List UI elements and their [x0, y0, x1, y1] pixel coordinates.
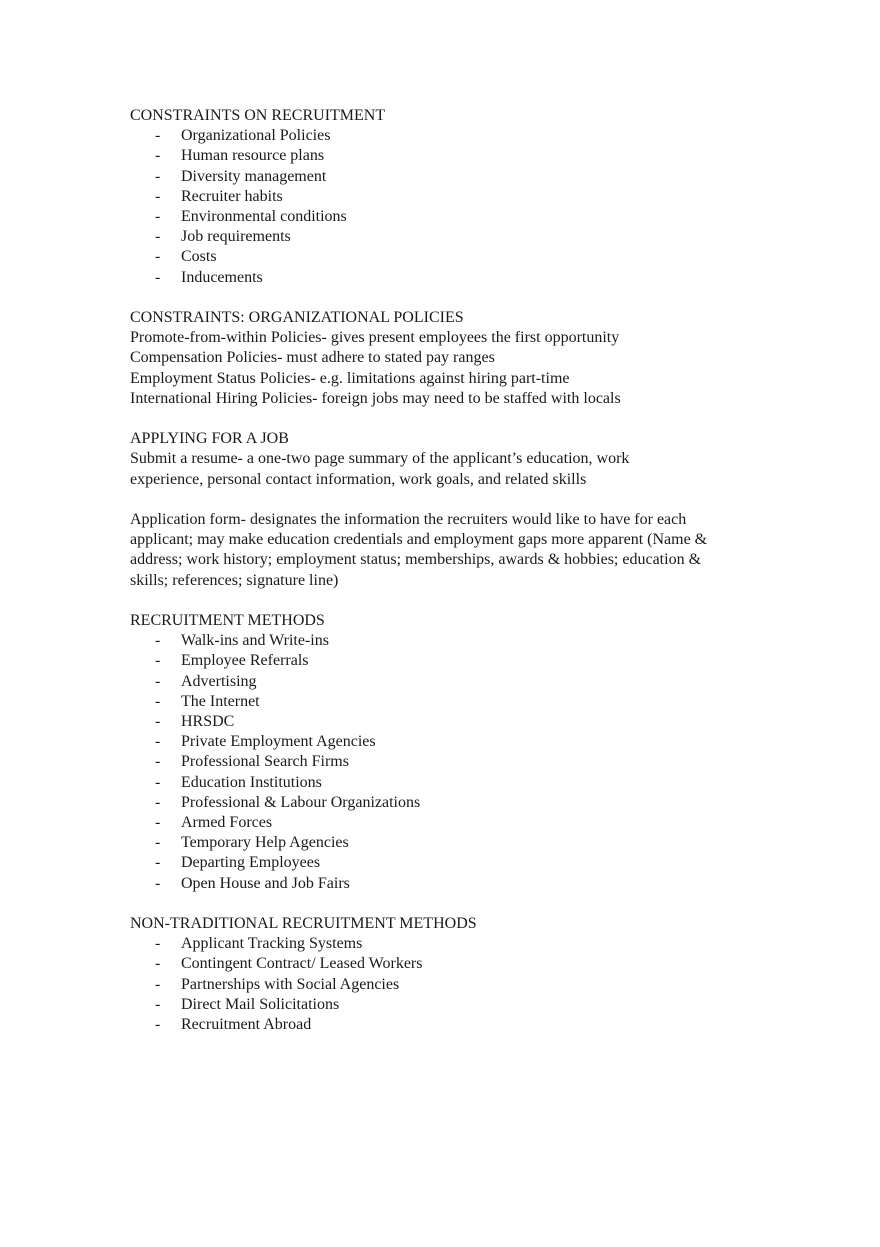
resume-paragraph: Submit a resume- a one-two page summary of the applicant’s education, work experience, personal contact information, work goals, and related skills: [130, 450, 630, 488]
list-item: - Education Institutions: [130, 773, 770, 793]
section-heading: CONSTRAINTS: ORGANIZATIONAL POLICIES: [130, 309, 464, 327]
dash-bullet: -: [155, 854, 161, 872]
policy-line: Employment Status Policies- e.g. limitations against hiring part-time: [130, 369, 570, 387]
list-item: - The Internet: [130, 692, 770, 712]
dash-bullet: -: [155, 773, 161, 791]
list-item: - Contingent Contract/ Leased Workers: [130, 954, 770, 974]
dash-bullet: -: [155, 753, 161, 771]
list-item: - Partnerships with Social Agencies: [130, 975, 770, 995]
list-item: - Armed Forces: [130, 813, 770, 833]
list-item: - Advertising: [130, 672, 770, 692]
application-form-paragraph: Application form- designates the information the recruiters would like to have for each applicant; may make education credentials and employment gaps more apparent (Name & address; work history; employment status; memberships, awards & hobbies; education & skills; references; signature line): [130, 511, 708, 589]
section-heading: RECRUITMENT METHODS: [130, 612, 325, 630]
dash-bullet: -: [155, 228, 161, 246]
dash-bullet: -: [155, 632, 161, 650]
list-item: - Direct Mail Solicitations: [130, 995, 770, 1015]
list-item: - HRSDC: [130, 712, 770, 732]
list-item: - Professional & Labour Organizations: [130, 793, 770, 813]
list-item: - Professional Search Firms: [130, 752, 770, 772]
list-item: - Temporary Help Agencies: [130, 833, 770, 853]
dash-bullet: -: [155, 248, 161, 266]
dash-bullet: -: [155, 187, 161, 205]
dash-bullet: -: [155, 147, 161, 165]
dash-bullet: -: [155, 874, 161, 892]
section-constraints: [130, 106, 770, 288]
section-recruitment-methods: [130, 611, 770, 894]
list-item: - Walk-ins and Write-ins: [130, 631, 770, 651]
non-traditional-list: [130, 934, 770, 1035]
dash-bullet: -: [155, 692, 161, 710]
list-item: - Employee Referrals: [130, 651, 770, 671]
policy-line: Compensation Policies- must adhere to stated pay ranges: [130, 349, 495, 367]
dash-bullet: -: [155, 652, 161, 670]
section-heading: APPLYING FOR A JOB: [130, 430, 289, 448]
methods-list: [130, 631, 770, 894]
section-non-traditional: [130, 914, 770, 1035]
dash-bullet: -: [155, 672, 161, 690]
dash-bullet: -: [155, 955, 161, 973]
list-item: - Recruitment Abroad: [130, 1015, 770, 1035]
list-item: - Private Employment Agencies: [130, 732, 770, 752]
list-item: - Environmental conditions: [130, 207, 770, 227]
dash-bullet: -: [155, 975, 161, 993]
section-heading: CONSTRAINTS ON RECRUITMENT: [130, 107, 386, 124]
dash-bullet: -: [155, 208, 161, 226]
dash-bullet: -: [155, 814, 161, 832]
policy-line: International Hiring Policies- foreign jobs may need to be staffed with locals: [130, 389, 621, 407]
dash-bullet: -: [155, 1016, 161, 1034]
dash-bullet: -: [155, 793, 161, 811]
section-heading: NON-TRADITIONAL RECRUITMENT METHODS: [130, 915, 477, 933]
list-item: - Organizational Policies: [130, 126, 770, 146]
dash-bullet: -: [155, 713, 161, 731]
constraints-list: [130, 126, 770, 288]
dash-bullet: -: [155, 834, 161, 852]
list-item: - Costs: [130, 247, 770, 267]
list-item: - Human resource plans: [130, 146, 770, 166]
dash-bullet: -: [155, 935, 161, 953]
dash-bullet: -: [155, 127, 161, 145]
list-item: - Applicant Tracking Systems: [130, 934, 770, 954]
list-item: - Diversity management: [130, 167, 770, 187]
dash-bullet: -: [155, 268, 161, 286]
dash-bullet: -: [155, 167, 161, 185]
policy-line: Promote-from-within Policies- gives present employees the first opportunity: [130, 329, 620, 347]
document-body: [130, 106, 770, 1055]
list-item: - Recruiter habits: [130, 187, 770, 207]
dash-bullet: -: [155, 995, 161, 1013]
list-item: - Departing Employees: [130, 853, 770, 873]
section-org-policies: [130, 308, 770, 409]
dash-bullet: -: [155, 733, 161, 751]
list-item: - Open House and Job Fairs: [130, 874, 770, 894]
list-item: - Inducements: [130, 268, 770, 288]
list-item: - Job requirements: [130, 227, 770, 247]
section-applying: [130, 429, 770, 591]
